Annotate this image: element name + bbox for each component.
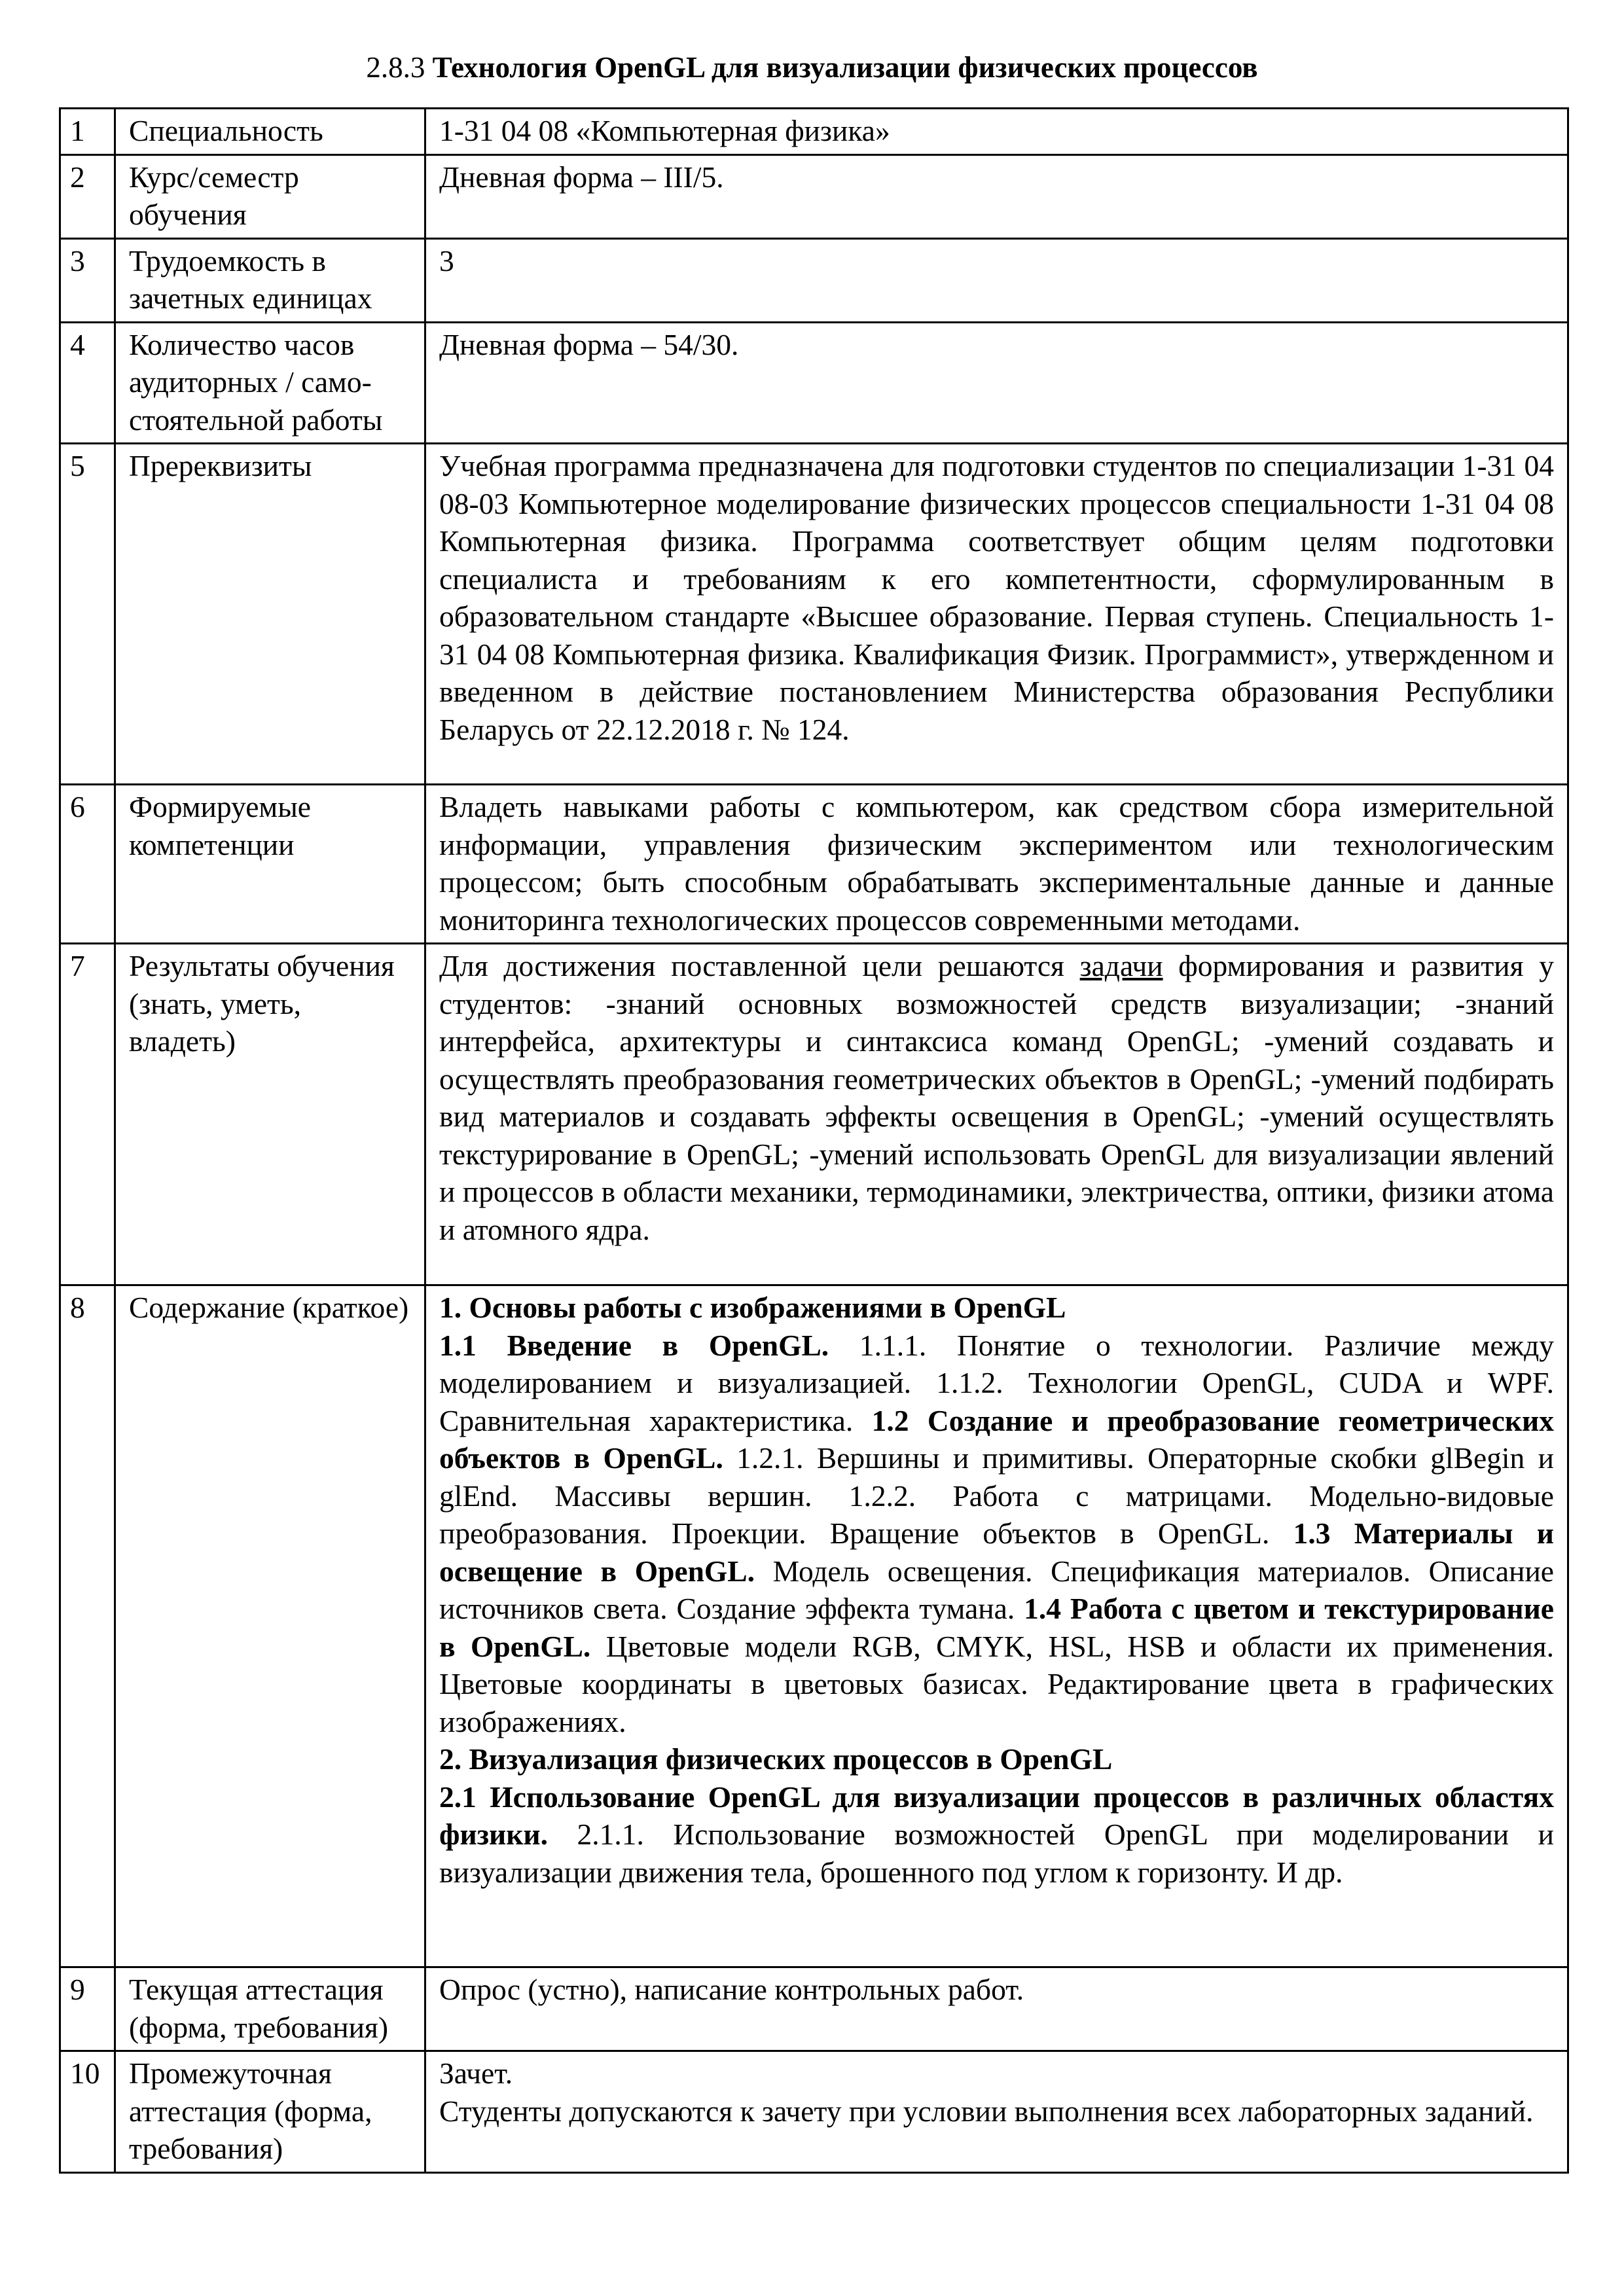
part-body — [439, 1778, 1554, 1892]
value-text: Для достижения поставленной цели решаются — [439, 949, 1080, 982]
row-label: Формируемые компетенции — [115, 785, 425, 944]
row-number: 5 — [60, 444, 115, 785]
section-heading: 1.3 Материалы и освещение в OpenGL. — [439, 1516, 1554, 1588]
row-value: Дневная форма – III/5. — [425, 154, 1568, 238]
table-row — [60, 944, 1568, 1285]
section-text: Модель освещения. Спецификация материалов. Описание источников света. Создание эффекта тумана. — [439, 1554, 1554, 1625]
value-line: Студенты допускаются к зачету при условии выполнения всех лабораторных заданий. — [439, 2094, 1534, 2128]
part-heading: 1. Основы работы с изображениями в OpenGL — [439, 1291, 1066, 1324]
row-label: Текущая аттестация (форма, требования) — [115, 1967, 425, 2051]
section-heading: 1.4 Работа с цветом и текстурирование в OpenGL. — [439, 1592, 1554, 1663]
table-row — [60, 322, 1568, 444]
table-row — [60, 238, 1568, 322]
row-value: Владеть навыками работы с компьютером, как средством сбора измерительной информации, управления физическим экспериментом или технологическим процессом; быть способным обрабатывать экспериментальные данные и данные мониторинга технологических процессов современными методами. — [425, 785, 1568, 944]
table-row — [60, 154, 1568, 238]
row-number: 8 — [60, 1285, 115, 1967]
value-text: формирования и развития у студентов: -знаний основных возможностей средств визуализации; -знаний интерфейса, архитектуры и синтаксиса команд OpenGL; -умений создавать и осуществлять преобразования геометрических объектов в OpenGL; -умений подбирать вид материалов и создавать эффекты освещения в OpenGL; -умений осуществлять текстурирование в OpenGL; -умений использовать OpenGL для визуализации явлений и процессов в области механики, термодинамики, электричества, оптики, физики атома и атомного ядра. — [439, 949, 1555, 1246]
content-outline — [425, 1285, 1568, 1967]
row-number: 2 — [60, 154, 115, 238]
section-title: Технология OpenGL для визуализации физических процессов — [432, 51, 1258, 84]
table-row — [60, 109, 1568, 155]
row-number: 6 — [60, 785, 115, 944]
row-value: Учебная программа предназначена для подготовки студентов по специализации 1-31 04 08-03 Компьютерное моделирование физических процессов специальности 1-31 04 08 Компьютерная физика. Программа соответствует общим целям подготовки специалиста и требованиям к его компетентности, сформулированным в образовательном стандарте «Высшее образование. Первая ступень. Специальность 1-31 04 08 Компьютерная физика. Квалификация Физик. Программист», утвержденном и введенном в действие постановлением Министерства образования Республики Беларусь от 22.12.2018 г. № 124. — [425, 444, 1568, 785]
row-value — [425, 944, 1568, 1285]
row-label: Пререквизиты — [115, 444, 425, 785]
row-value: Опрос (устно), написание контрольных работ. — [425, 1967, 1568, 2051]
table-row — [60, 1285, 1568, 1967]
section-heading: 1.2 Создание и преобразование геометрических объектов в OpenGL. — [439, 1403, 1555, 1475]
table-row — [60, 444, 1568, 785]
row-value: 1-31 04 08 «Компьютерная физика» — [425, 109, 1568, 155]
row-value: Дневная форма – 54/30. — [425, 322, 1568, 444]
section-text: 1.2.1. Вершины и примитивы. Операторные скобки glBegin и glEnd. Массивы вершин. 1.2.2. Работа с матрицами. Модельно-видовые преобразования. Проекции. Вращение объектов в OpenGL. — [439, 1441, 1554, 1550]
row-value: 3 — [425, 238, 1568, 322]
section-heading: 1.1 Введение в OpenGL. — [439, 1328, 829, 1362]
value-line: Зачет. — [439, 2056, 513, 2090]
row-label: Трудоемкость в зачетных единицах — [115, 238, 425, 322]
row-number: 3 — [60, 238, 115, 322]
page-title — [0, 49, 1624, 86]
row-label: Результаты обучения (знать, уметь, владеть) — [115, 944, 425, 1285]
row-label: Содержание (краткое) — [115, 1285, 425, 1967]
row-label: Количество часов аудиторных / само-стоятельной работы — [115, 322, 425, 444]
section-heading: 2.1 Использование OpenGL для визуализации процессов в различных областях физики. — [439, 1780, 1554, 1851]
row-number: 4 — [60, 322, 115, 444]
section-number: 2.8.3 — [366, 51, 425, 84]
row-label: Специальность — [115, 109, 425, 155]
part-heading: 2. Визуализация физических процессов в OpenGL — [439, 1742, 1113, 1776]
course-info-table — [59, 107, 1569, 2174]
row-label: Промежуточная аттестация (форма, требования) — [115, 2051, 425, 2173]
row-number: 9 — [60, 1967, 115, 2051]
row-label: Курс/семестр обучения — [115, 154, 425, 238]
part-body — [439, 1327, 1554, 1741]
row-number: 1 — [60, 109, 115, 155]
table-row — [60, 1967, 1568, 2051]
row-number: 10 — [60, 2051, 115, 2173]
table-row — [60, 785, 1568, 944]
table-row — [60, 2051, 1568, 2173]
row-value — [425, 2051, 1568, 2173]
section-text: Цветовые модели RGB, CMYK, HSL, HSB и области их применения. Цветовые координаты в цветовых базисах. Редактирование цвета в графических изображениях. — [439, 1629, 1554, 1738]
underlined-term: задачи — [1079, 949, 1163, 982]
section-text: 1.1.1. Понятие о технологии. Различие между моделированием и визуализацией. 1.1.2. Технологии OpenGL, CUDA и WPF. Сравнительная характеристика. — [439, 1328, 1554, 1437]
section-text: 2.1.1. Использование возможностей OpenGL при моделировании и визуализации движения тела, брошенного под углом к горизонту. И др. — [439, 1818, 1554, 1889]
row-number: 7 — [60, 944, 115, 1285]
